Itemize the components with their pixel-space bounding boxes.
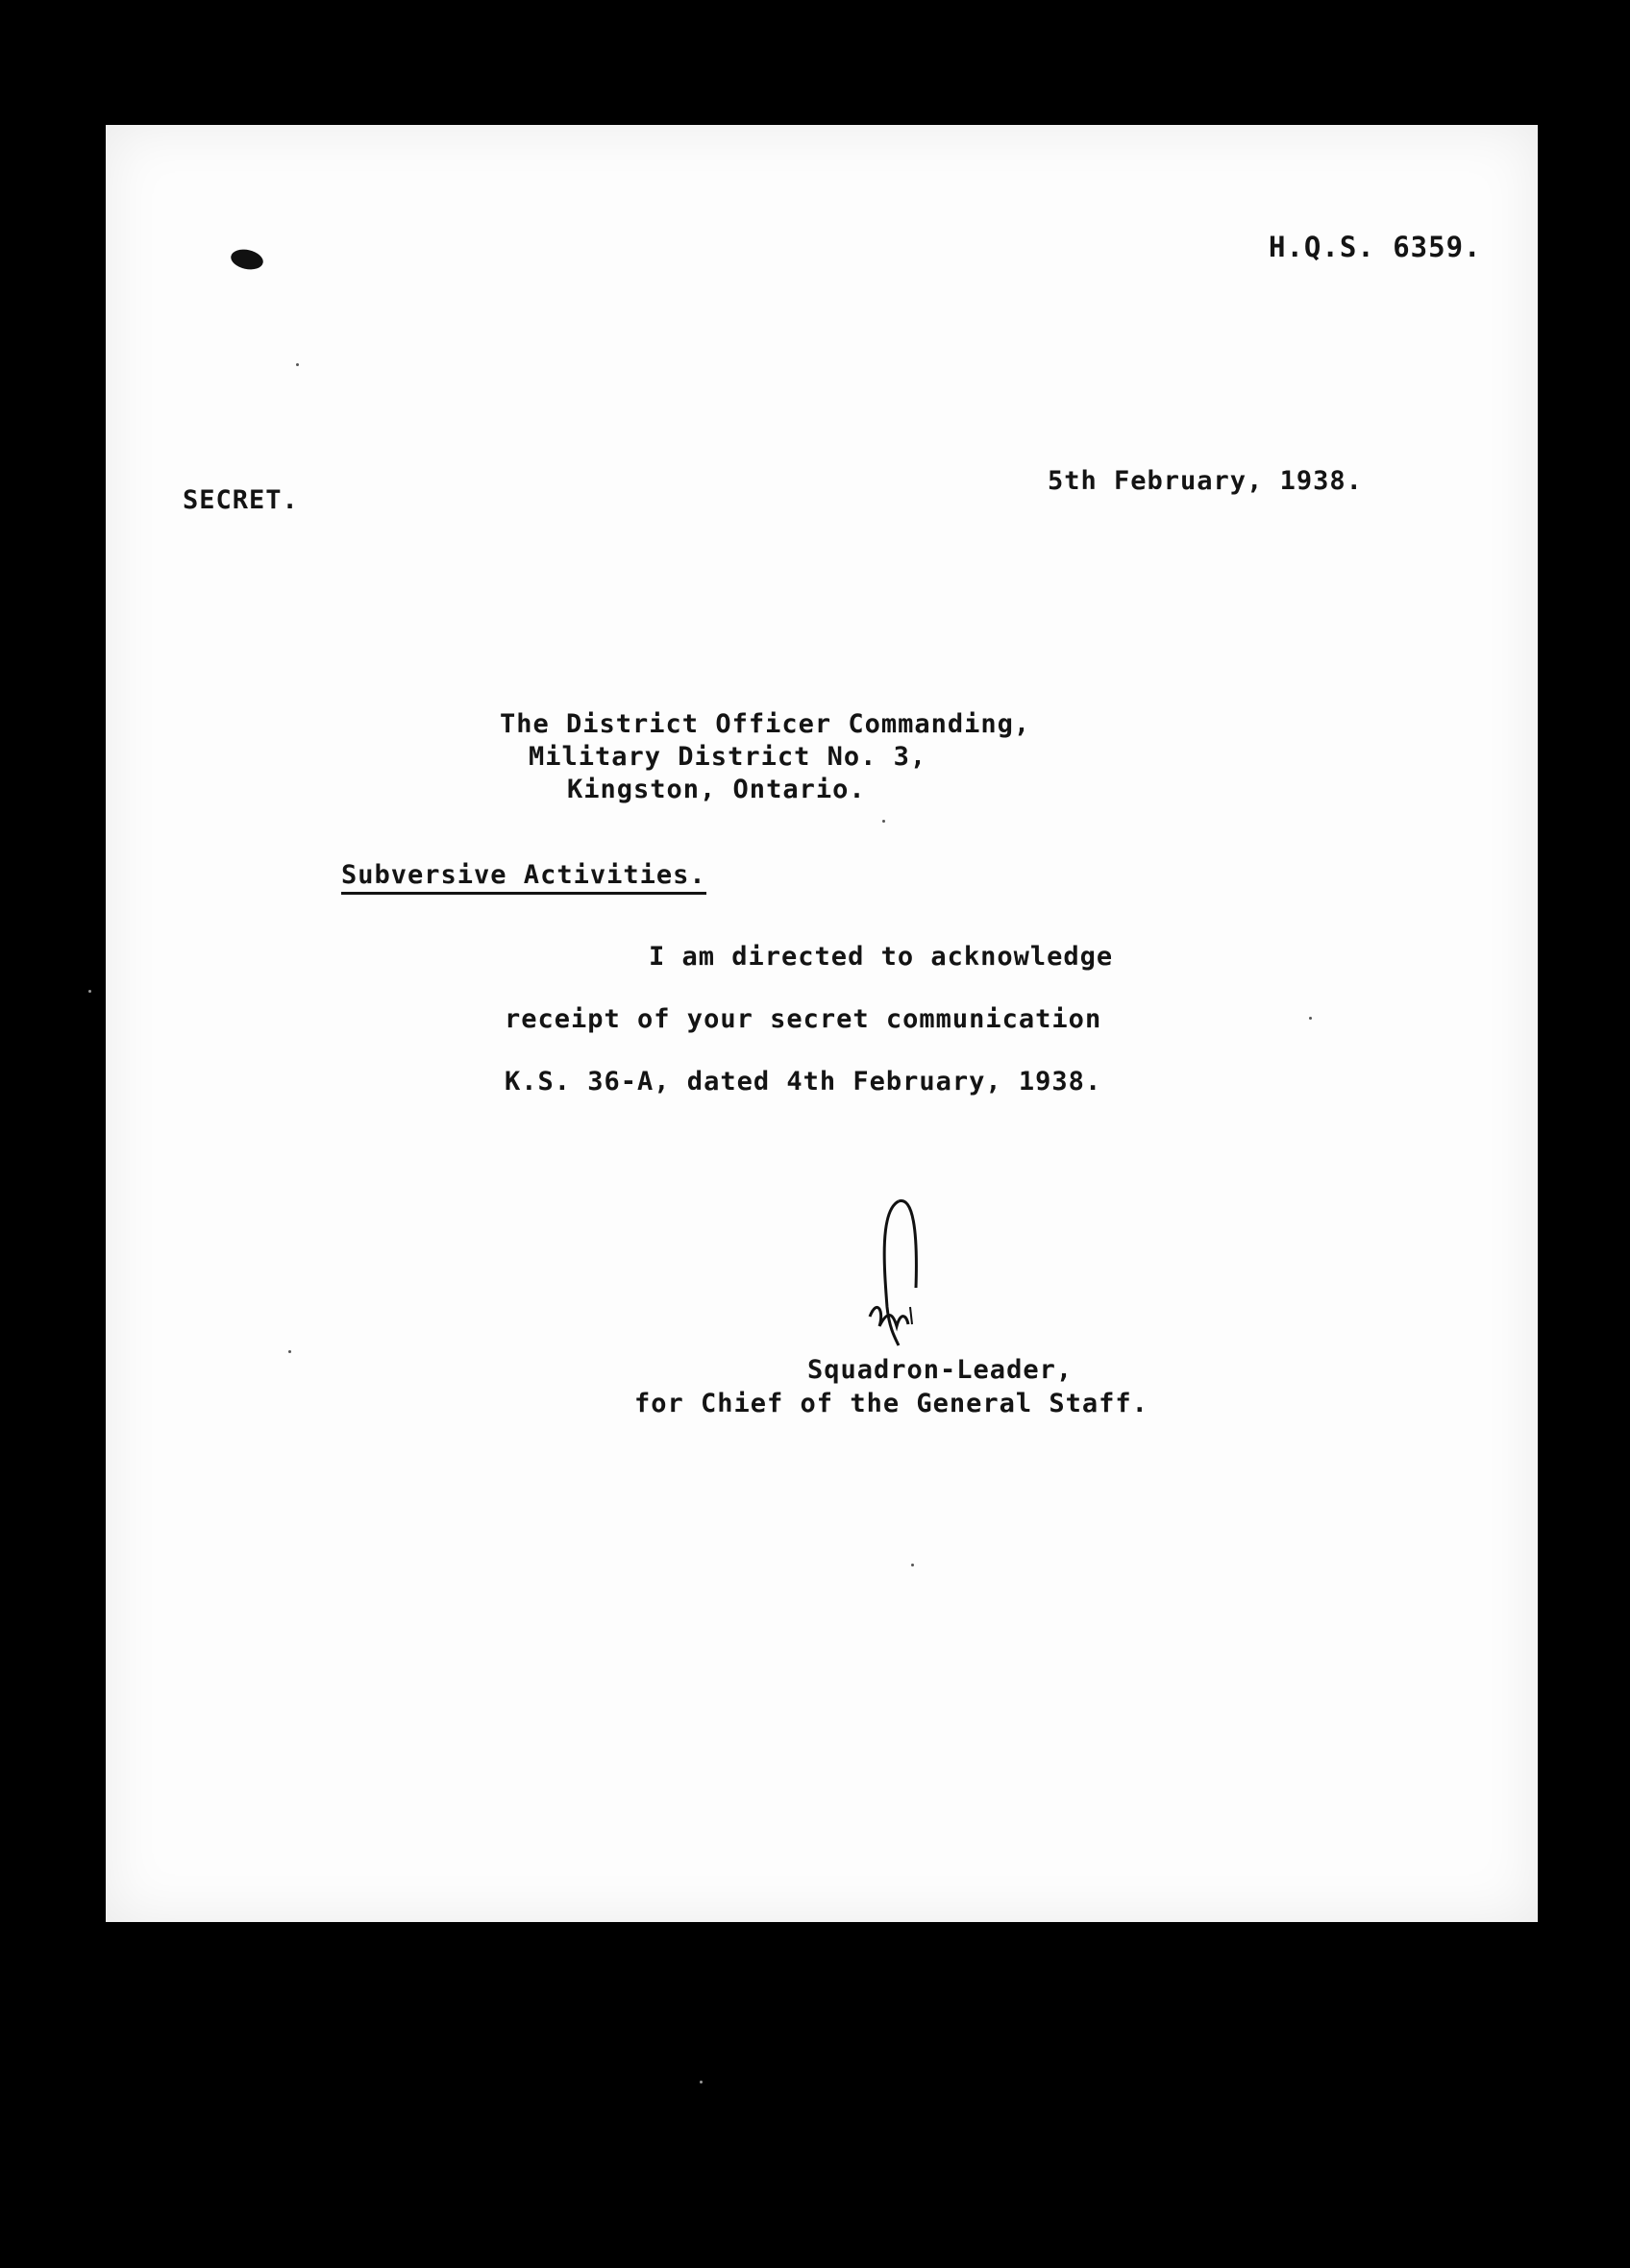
paper-speck	[911, 1564, 914, 1566]
body-line-1: I am directed to acknowledge	[649, 942, 1114, 972]
addressee-line-1: The District Officer Commanding,	[500, 709, 1031, 739]
addressee-line-3: Kingston, Ontario.	[567, 775, 866, 804]
paper-speck	[296, 363, 299, 366]
addressee-line-2: Military District No. 3,	[529, 742, 927, 772]
scan-speck	[88, 990, 91, 993]
paper-speck	[1309, 1017, 1312, 1020]
subject-heading: Subversive Activities.	[341, 860, 706, 895]
handwritten-signature	[841, 1192, 947, 1365]
paper-speck	[882, 820, 885, 823]
reference-number: H.Q.S. 6359.	[1269, 231, 1482, 263]
classification-marking: SECRET.	[183, 485, 299, 515]
body-line-3: K.S. 36-A, dated 4th February, 1938.	[505, 1067, 1102, 1097]
letter-date: 5th February, 1938.	[1048, 466, 1363, 496]
signatory-rank: Squadron-Leader,	[807, 1355, 1074, 1385]
body-line-2: receipt of your secret communication	[505, 1004, 1102, 1034]
document-page	[106, 125, 1538, 1922]
signatory-for-line: for Chief of the General Staff.	[634, 1389, 1148, 1418]
paper-speck	[288, 1350, 291, 1353]
scan-speck	[700, 2081, 703, 2083]
ink-blot	[229, 247, 264, 273]
